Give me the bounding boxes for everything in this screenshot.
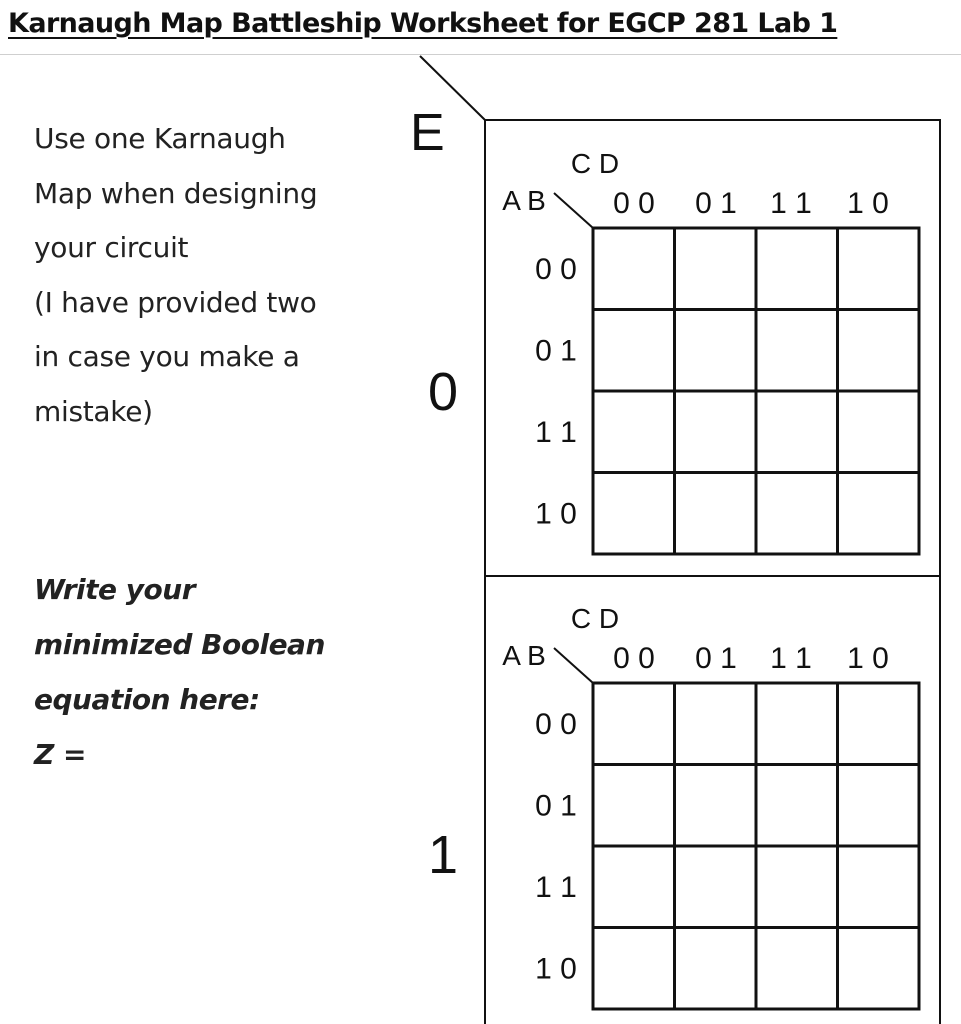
row-variables-label: A B [502, 185, 546, 216]
col-label: 1 0 [847, 642, 889, 675]
kmap-cell[interactable] [675, 391, 757, 473]
kmap-cell[interactable] [838, 765, 920, 847]
instructions-line: Map when designing [34, 176, 318, 210]
row-label: 0 0 [535, 252, 577, 286]
kmap-cell[interactable] [675, 683, 757, 765]
row-label: 0 1 [535, 789, 577, 823]
karnaugh-map-0 [428, 148, 919, 554]
kmap-cell[interactable] [593, 310, 675, 392]
kmap-cell[interactable] [593, 765, 675, 847]
e-value-label: 0 [427, 362, 459, 422]
kmap-cell[interactable] [756, 683, 838, 765]
kmap-cell[interactable] [593, 228, 675, 310]
kmap-cell[interactable] [838, 391, 920, 473]
col-label: 0 1 [695, 187, 737, 220]
col-label: 1 0 [847, 187, 889, 220]
e-value-label: 1 [427, 825, 459, 885]
karnaugh-map-1 [428, 603, 919, 1009]
instructions-line: mistake) [34, 394, 153, 428]
corner-diagonal [554, 193, 593, 228]
col-label: 0 0 [613, 187, 655, 220]
row-variables-label: A B [502, 640, 546, 671]
kmap-cell[interactable] [593, 683, 675, 765]
row-label: 1 1 [535, 415, 577, 449]
outer-variable-label: E [410, 104, 445, 162]
instructions-line: in case you make a [34, 340, 300, 373]
kmap-cell[interactable] [593, 473, 675, 555]
instructions-line: your circuit [34, 231, 189, 264]
kmap-cell[interactable] [593, 391, 675, 473]
col-label: 1 1 [770, 642, 812, 675]
kmap-cell[interactable] [756, 228, 838, 310]
col-label: 0 0 [613, 642, 655, 675]
col-variables-label: C D [570, 148, 620, 179]
worksheet-title: Karnaugh Map Battleship Worksheet for EGCP 281 Lab 1 [8, 8, 838, 39]
kmap-cell[interactable] [675, 228, 757, 310]
col-label: 1 1 [770, 187, 812, 220]
equation-line: equation here: [34, 683, 260, 716]
kmap-cell[interactable] [675, 846, 757, 928]
maps-layer [428, 148, 919, 1009]
kmap-cell[interactable] [675, 310, 757, 392]
row-label: 0 0 [535, 707, 577, 741]
row-label: 1 0 [535, 497, 577, 531]
instructions-line: Use one Karnaugh [34, 122, 286, 155]
row-label: 0 1 [535, 334, 577, 368]
kmap-cell[interactable] [756, 391, 838, 473]
equation-answer-line[interactable]: Z = [34, 738, 87, 771]
kmap-cell[interactable] [756, 310, 838, 392]
kmap-cell[interactable] [756, 928, 838, 1010]
col-variables-label: C D [570, 603, 620, 634]
equation-line: minimized Boolean [34, 628, 325, 661]
kmap-cell[interactable] [756, 765, 838, 847]
kmap-cell[interactable] [675, 473, 757, 555]
kmap-cell[interactable] [756, 473, 838, 555]
kmap-cell[interactable] [838, 846, 920, 928]
row-label: 1 1 [535, 870, 577, 904]
kmap-cell[interactable] [675, 765, 757, 847]
kmap-cell[interactable] [593, 846, 675, 928]
instructions-line: (I have provided two [34, 285, 317, 319]
kmap-cell[interactable] [675, 928, 757, 1010]
col-label: 0 1 [695, 642, 737, 675]
kmap-cell[interactable] [838, 228, 920, 310]
row-label: 1 0 [535, 952, 577, 986]
corner-diagonal [554, 648, 593, 683]
kmap-cell[interactable] [838, 683, 920, 765]
kmap-cell[interactable] [838, 473, 920, 555]
kmap-cell[interactable] [838, 310, 920, 392]
kmap-cell[interactable] [838, 928, 920, 1010]
equation-line: Write your [34, 573, 196, 606]
kmap-cell[interactable] [593, 928, 675, 1010]
kmap-cell[interactable] [756, 846, 838, 928]
